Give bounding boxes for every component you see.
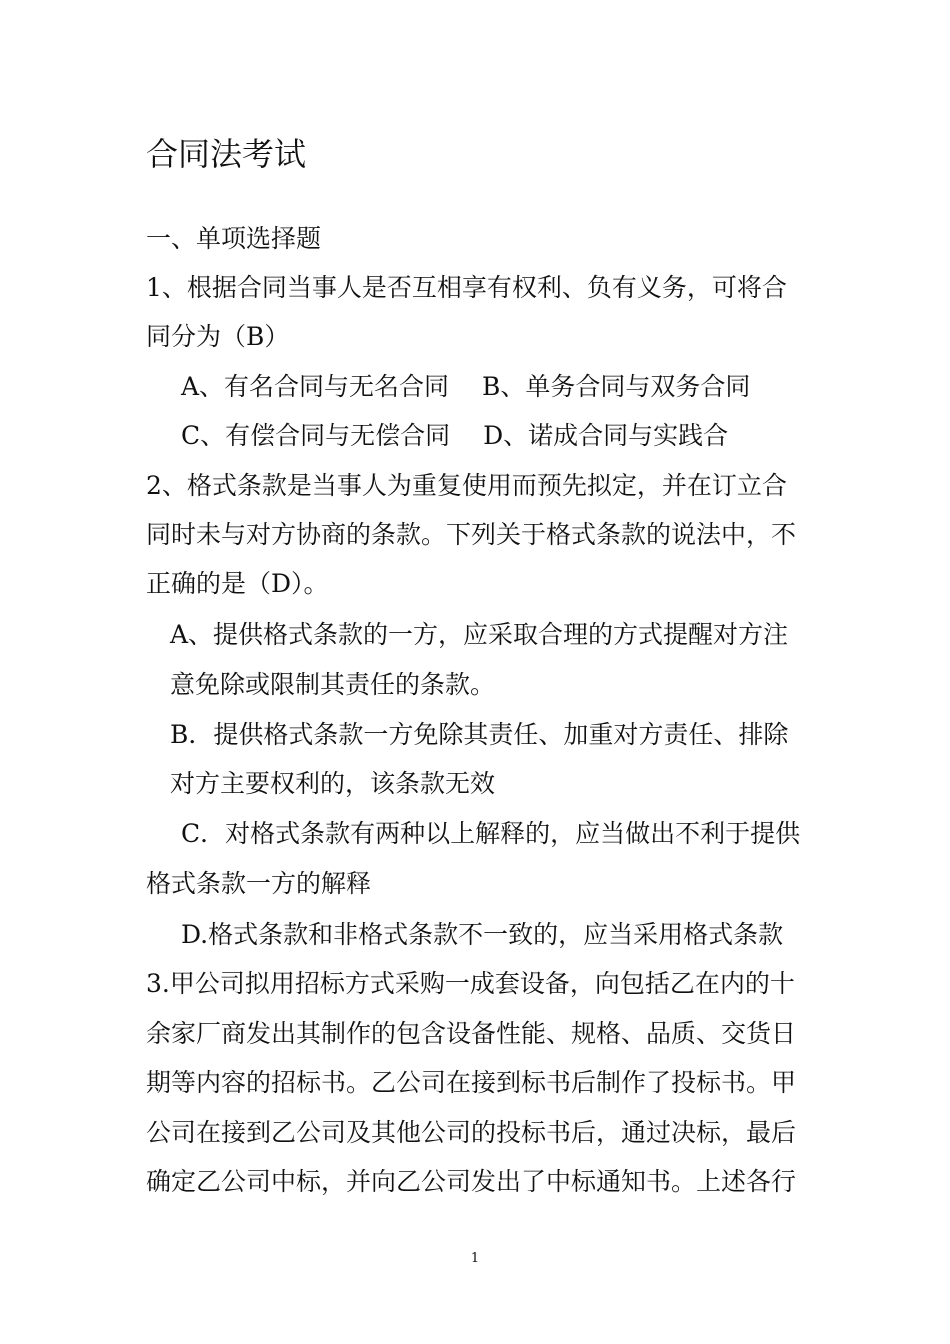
question-3-line-3: 期等内容的招标书。乙公司在接到标书后制作了投标书。甲 xyxy=(146,1068,797,1097)
question-2-option-b-line-2: 对方主要权利的，该条款无效 xyxy=(170,769,496,798)
question-2-line-3: 正确的是（D）。 xyxy=(146,569,329,598)
question-3-line-1: 3.甲公司拟用招标方式采购一成套设备，向包括乙在内的十 xyxy=(146,969,795,998)
question-2-option-c-line-2: 格式条款一方的解释 xyxy=(146,869,372,898)
question-3-line-2: 余家厂商发出其制作的包含设备性能、规格、品质、交货日 xyxy=(146,1019,797,1048)
question-1-options-cd: C、有偿合同与无偿合同 D、诺成合同与实践合 xyxy=(181,421,729,450)
question-2-option-a-line-1: A、提供格式条款的一方，应采取合理的方式提醒对方注 xyxy=(170,620,789,649)
document-title: 合同法考试 xyxy=(146,135,307,173)
question-2-option-a-line-2: 意免除或限制其责任的条款。 xyxy=(170,670,496,699)
question-2-line-2: 同时未与对方协商的条款。下列关于格式条款的说法中，不 xyxy=(146,520,797,549)
question-3-line-5: 确定乙公司中标，并向乙公司发出了中标通知书。上述各行 xyxy=(146,1167,797,1196)
question-1-options-ab: A、有名合同与无名合同 B、单务合同与双务合同 xyxy=(181,372,751,401)
question-2-option-b-line-1: B．提供格式条款一方免除其责任、加重对方责任、排除 xyxy=(170,720,789,749)
question-2-option-c-line-1: C．对格式条款有两种以上解释的，应当做出不利于提供 xyxy=(181,819,801,848)
question-3-line-4: 公司在接到乙公司及其他公司的投标书后，通过决标，最后 xyxy=(146,1118,797,1147)
question-2-option-d: D.格式条款和非格式条款不一致的，应当采用格式条款 xyxy=(181,920,784,949)
section-heading: 一、单项选择题 xyxy=(146,224,322,253)
page-number: 1 xyxy=(470,1251,480,1266)
question-1-line-1: 1、根据合同当事人是否互相享有权利、负有义务，可将合 xyxy=(146,273,787,302)
question-2-line-1: 2、格式条款是当事人为重复使用而预先拟定，并在订立合 xyxy=(146,471,787,500)
question-1-line-2: 同分为（B） xyxy=(146,322,290,351)
